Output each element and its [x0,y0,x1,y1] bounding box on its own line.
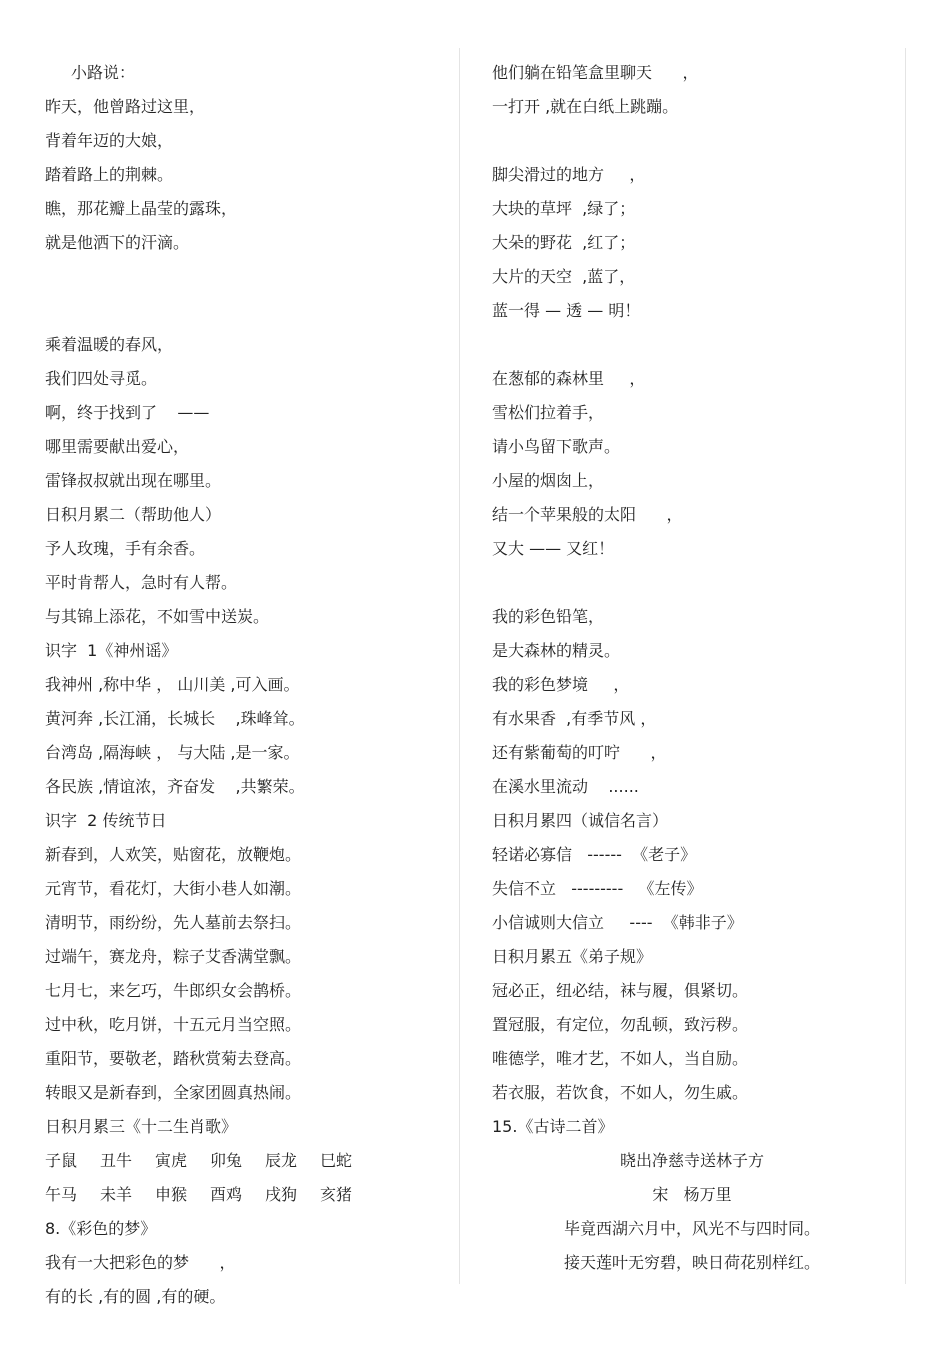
text-line: 有水果香 ,有季节风 ， [492,709,657,728]
zodiac-item: 未羊 [100,1185,133,1204]
right-column [492,56,892,1280]
zodiac-item: 丑牛 [100,1151,133,1170]
text-line: 七月七，来乞巧，牛郎织女会鹊桥。 [45,981,302,1000]
text-line: 在溪水里流动 ...... [492,777,639,796]
text-line: 他们躺在铅笔盒里聊天 ， [492,63,699,82]
zodiac-row [45,1144,455,1178]
text-line: 蓝一得 — 透 — 明！ [492,301,641,320]
text-line: 轻诺必寡信 ------ 《老子》 [492,845,697,864]
text-line: 唯德学，唯才艺，不如人，当自励。 [492,1049,749,1068]
text-line: 又大 —— 又红！ [492,539,615,558]
column-divider [459,48,460,1284]
zodiac-item: 巳蛇 [320,1151,353,1170]
poem-line: 毕竟西湖六月中，风光不与四时同。 [563,1219,820,1238]
text-line: 各民族 ,情谊浓，齐奋发 ,共繁荣。 [45,777,305,796]
text-line: 哪里需要献出爱心， [45,437,190,456]
text-line: 大块的草坪 ,绿了； [492,199,636,218]
text-line: 过中秋，吃月饼，十五元月当空照。 [45,1015,302,1034]
text-line: 有的长 ,有的圆 ,有的硬。 [45,1287,226,1306]
text-line: 背着年迈的大娘， [45,131,174,150]
poem-title: 晓出净慈寺送林子方 [619,1151,764,1170]
section-heading: 8.《彩色的梦》 [45,1219,157,1238]
poem-line: 接天莲叶无穷碧，映日荷花别样红。 [563,1253,820,1272]
poem-author: 宋 杨万里 [652,1185,732,1204]
text-line: 与其锦上添花，不如雪中送炭。 [45,607,270,626]
section-heading: 日积月累二（帮助他人） [45,505,222,524]
text-line: 小信诚则大信立 ---- 《韩非子》 [492,913,743,932]
zodiac-item: 子鼠 [45,1151,78,1170]
left-column [45,56,455,1314]
text-line: 我神州 ,称中华 ， 山川美 ,可入画。 [45,675,300,694]
section-heading: 15.《古诗二首》 [492,1117,614,1136]
right-edge-divider [905,48,906,1284]
section-heading: 识字 1《神州谣》 [45,641,178,660]
text-line: 小路说： [71,63,136,82]
text-line: 转眼又是新春到，全家团圆真热闹。 [45,1083,302,1102]
section-heading: 日积月累四（诚信名言） [492,811,669,830]
text-line: 小屋的烟囱上， [492,471,605,490]
section-heading: 日积月累三《十二生肖歌》 [45,1117,238,1136]
text-line: 冠必正，纽必结，袜与履，俱紧切。 [492,981,749,1000]
text-line: 我的彩色铅笔， [492,607,605,626]
text-line: 请小鸟留下歌声。 [492,437,621,456]
text-line: 就是他洒下的汗滴。 [45,233,190,252]
zodiac-item: 亥猪 [320,1185,353,1204]
text-line: 乘着温暖的春风， [45,335,174,354]
text-line: 大朵的野花 ,红了； [492,233,636,252]
text-line: 元宵节，看花灯，大街小巷人如潮。 [45,879,302,898]
text-line: 平时肯帮人，急时有人帮。 [45,573,238,592]
text-line: 啊，终于找到了 —— [45,403,210,422]
text-line: 失信不立 --------- 《左传》 [492,879,703,898]
text-line: 置冠服，有定位，勿乱顿，致污秽。 [492,1015,749,1034]
zodiac-item: 戌狗 [265,1185,298,1204]
text-line: 是大森林的精灵。 [492,641,621,660]
text-line: 若衣服，若饮食，不如人，勿生戚。 [492,1083,749,1102]
text-line: 在葱郁的森林里 ， [492,369,646,388]
section-heading: 识字 2 传统节日 [45,811,167,830]
text-line: 脚尖滑过的地方 ， [492,165,646,184]
text-line: 我的彩色梦境 ， [492,675,630,694]
section-heading: 日积月累五《弟子规》 [492,947,653,966]
text-line: 一打开 ,就在白纸上跳蹦。 [492,97,679,116]
text-line: 昨天，他曾路过这里， [45,97,206,116]
zodiac-item: 午马 [45,1185,78,1204]
text-line: 予人玫瑰，手有余香。 [45,539,206,558]
zodiac-item: 寅虎 [155,1151,188,1170]
text-line: 清明节，雨纷纷，先人墓前去祭扫。 [45,913,302,932]
text-line: 我们四处寻觅。 [45,369,158,388]
text-line: 我有一大把彩色的梦 ， [45,1253,236,1272]
zodiac-item: 卯兔 [210,1151,243,1170]
zodiac-item: 辰龙 [265,1151,298,1170]
text-line: 黄河奔 ,长江涌，长城长 ,珠峰耸。 [45,709,305,728]
text-line: 过端午，赛龙舟，粽子艾香满堂飘。 [45,947,302,966]
text-line: 还有紫葡萄的叮咛 ， [492,743,667,762]
zodiac-row [45,1178,455,1212]
zodiac-item: 酉鸡 [210,1185,243,1204]
text-line: 瞧，那花瓣上晶莹的露珠， [45,199,238,218]
text-line: 雪松们拉着手， [492,403,605,422]
text-line: 新春到，人欢笑，贴窗花，放鞭炮。 [45,845,302,864]
zodiac-item: 申猴 [155,1185,188,1204]
text-line: 大片的天空 ,蓝了， [492,267,636,286]
text-line: 重阳节，要敬老，踏秋赏菊去登高。 [45,1049,302,1068]
text-line: 踏着路上的荆棘。 [45,165,174,184]
text-line: 台湾岛 ,隔海峡 ， 与大陆 ,是一家。 [45,743,300,762]
text-line: 雷锋叔叔就出现在哪里。 [45,471,222,490]
text-line: 结一个苹果般的太阳 ， [492,505,683,524]
